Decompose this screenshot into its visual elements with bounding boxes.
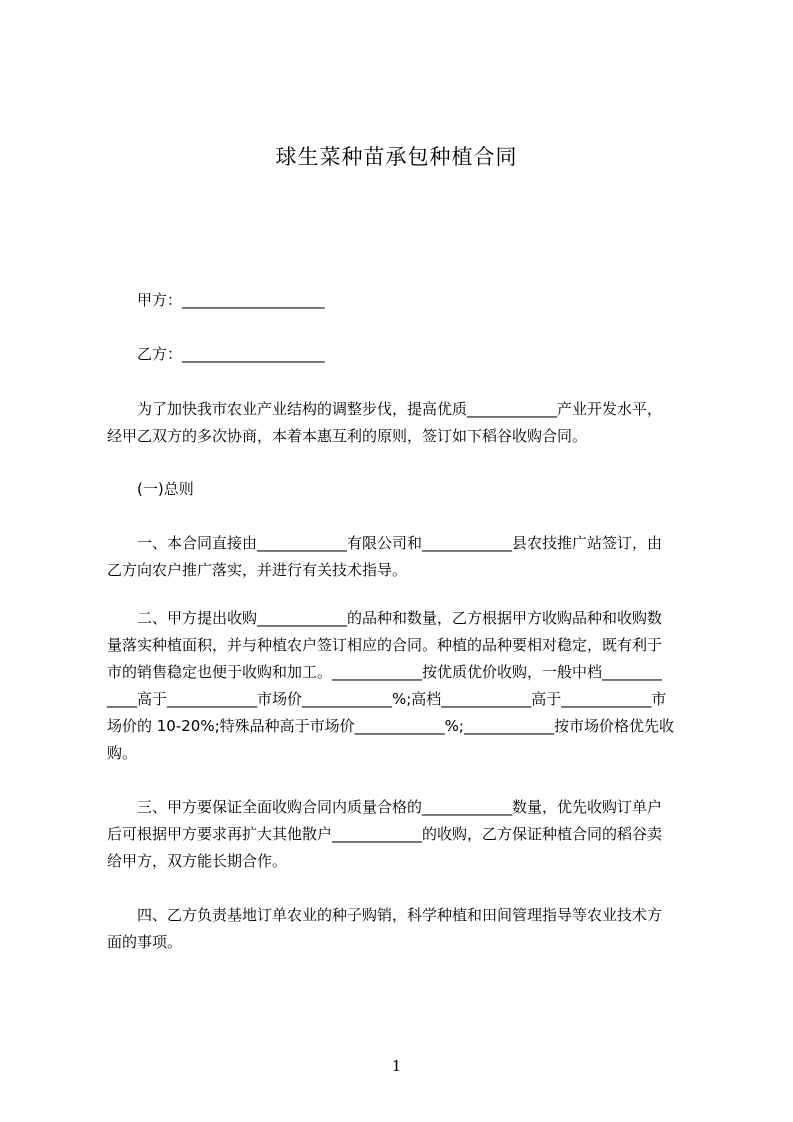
contract-title: 球生菜种苗承包种植合同 [275, 145, 518, 169]
section-heading: (一)总则 [137, 480, 194, 498]
paragraph-line: 市的销售稳定也便于收购和加工。____________按优质优价收购，一般中档________ [107, 663, 663, 681]
paragraph-line: 购。 [107, 744, 138, 762]
paragraph-line: 场价的 10-20%;特殊品种高于市场价____________%;____________按市场价格优先收 [107, 717, 674, 735]
party-b-line: 乙方：___________________ [137, 345, 325, 363]
paragraph-line: 二、甲方提出收购____________的品种和数量，乙方根据甲方收购品种和收购数 [137, 609, 663, 627]
paragraph-line: 给甲方，双方能长期合作。 [107, 852, 288, 870]
paragraph-line: ____高于____________市场价____________%;高档____________高于____________市 [107, 690, 667, 708]
paragraph-line: 量落实种植面积，并与种植农户签订相应的合同。种植的品种要相对稳定，既有利于 [107, 636, 663, 654]
paragraph-line: 为了加快我市农业产业结构的调整步伐，提高优质____________产业开发水平， [137, 400, 663, 418]
page-number: 1 [391, 1057, 402, 1075]
party-a-line: 甲方：___________________ [137, 291, 325, 309]
paragraph-line: 经甲乙双方的多次协商，本着本惠互利的原则，签订如下稻谷收购合同。 [107, 427, 588, 445]
paragraph-line: 面的事项。 [107, 933, 183, 951]
paragraph-line: 乙方向农户推广落实，并进行有关技术指导。 [107, 561, 408, 579]
paragraph-line: 后可根据甲方要求再扩大其他散户____________的收购，乙方保证种植合同的稻谷卖 [107, 825, 663, 843]
paragraph-line: 三、甲方要保证全面收购合同内质量合格的____________数量，优先收购订单户 [137, 798, 663, 816]
paragraph-line: 一、本合同直接由____________有限公司和____________县农技推广站签订，由 [137, 534, 663, 552]
paragraph-line: 四、乙方负责基地订单农业的种子购销，科学种植和田间管理指导等农业技术方 [137, 906, 663, 924]
